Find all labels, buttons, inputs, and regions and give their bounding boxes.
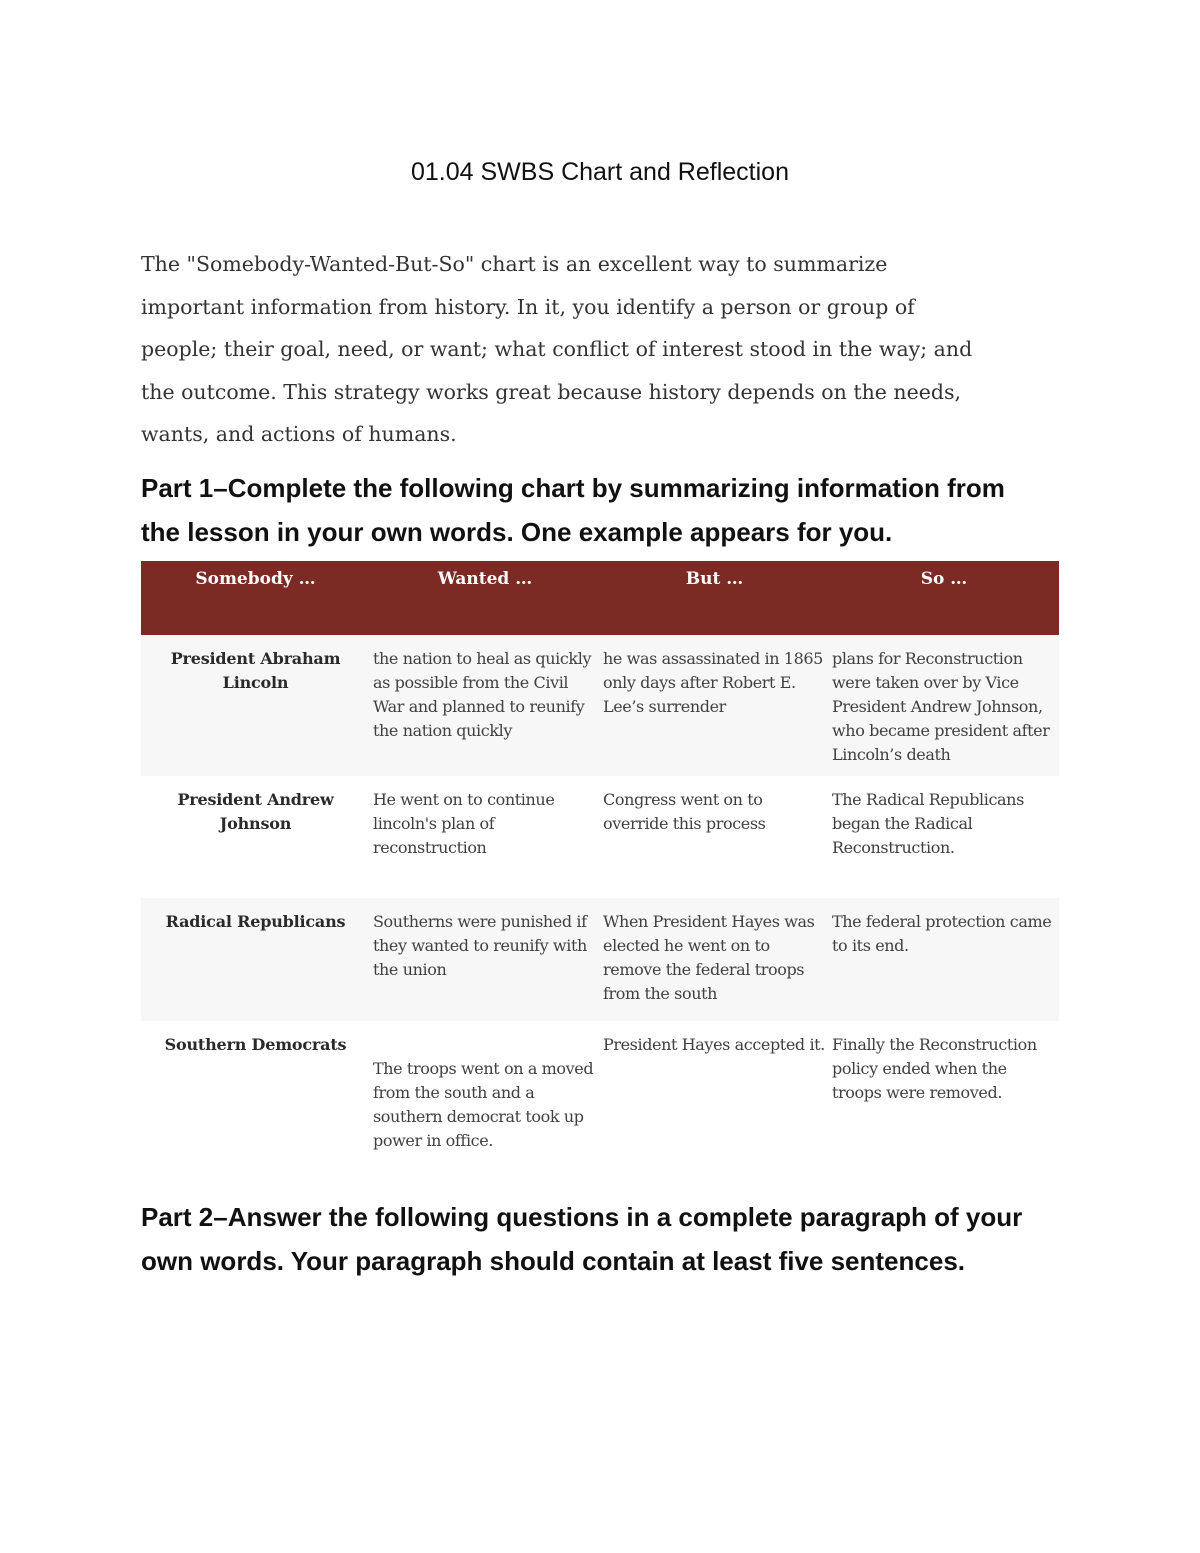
intro-line: The "Somebody-Wanted-But-So" chart is an excellent way to summarize <box>141 252 888 276</box>
part2-heading <box>141 1195 1076 1283</box>
table-row <box>141 1021 1059 1159</box>
intro-line: people; their goal, need, or want; what conflict of interest stood in the way; and <box>141 337 973 361</box>
cell-wanted: He went on to continue lincoln's plan of reconstruction <box>373 790 555 857</box>
cell-so: The Radical Republicans began the Radical Reconstruction. <box>832 790 1024 857</box>
cell-wanted: Southerns were punished if they wanted to reunify with the union <box>370 898 600 1021</box>
cell-somebody: Southern Democrats <box>164 1035 347 1054</box>
swbs-chart <box>141 561 1059 1159</box>
cell-somebody: President Andrew Johnson <box>177 790 334 833</box>
cell-wanted: the nation to heal as quickly as possible from the Civil War and planned to reunify the nation quickly <box>370 635 600 776</box>
cell-so: plans for Reconstruction were taken over by Vice President Andrew Johnson, who became president after Lincoln’s death <box>829 635 1059 776</box>
header-but: But … <box>600 561 829 635</box>
part2-heading-line: own words. Your paragraph should contain at least five sentences. <box>141 1246 966 1276</box>
page-title: 01.04 SWBS Chart and Reflection <box>411 158 789 186</box>
intro-paragraph <box>141 243 1071 456</box>
header-so: So … <box>829 561 1059 635</box>
intro-line: wants, and actions of humans. <box>141 422 457 446</box>
header-somebody: Somebody … <box>141 561 370 635</box>
table-row <box>141 776 1059 898</box>
intro-line: important information from history. In it, you identify a person or group of <box>141 294 915 319</box>
cell-wanted <box>370 1021 600 1159</box>
table-row <box>141 898 1059 1021</box>
part1-heading <box>141 466 1076 554</box>
cell-so: Finally the Reconstruction policy ended when the troops were removed. <box>832 1035 1037 1102</box>
cell-spacer <box>373 1033 596 1057</box>
intro-line: the outcome. This strategy works great because history depends on the needs, <box>141 379 962 404</box>
cell-but: President Hayes accepted it. <box>603 1035 825 1054</box>
table-row <box>141 635 1059 776</box>
cell-but: Congress went on to override this process <box>603 790 766 833</box>
cell-wanted-text: The troops went on a moved from the south and a southern democrat took up power in office. <box>373 1059 594 1150</box>
header-wanted: Wanted … <box>370 561 600 635</box>
part1-heading-line: the lesson in your own words. One example appears for you. <box>141 517 893 547</box>
cell-somebody: President Abraham Lincoln <box>141 635 370 776</box>
cell-but: he was assassinated in 1865 only days after Robert E. Lee’s surrender <box>600 635 829 776</box>
part1-heading-line: Part 1–Complete the following chart by summarizing information from <box>141 473 1005 503</box>
cell-somebody: Radical Republicans <box>141 898 370 1021</box>
part2-heading-line: Part 2–Answer the following questions in a complete paragraph of your <box>141 1202 1023 1232</box>
cell-but: When President Hayes was elected he went on to remove the federal troops from the south <box>600 898 829 1021</box>
cell-so: The federal protection came to its end. <box>829 898 1059 1021</box>
chart-header-row <box>141 561 1059 635</box>
